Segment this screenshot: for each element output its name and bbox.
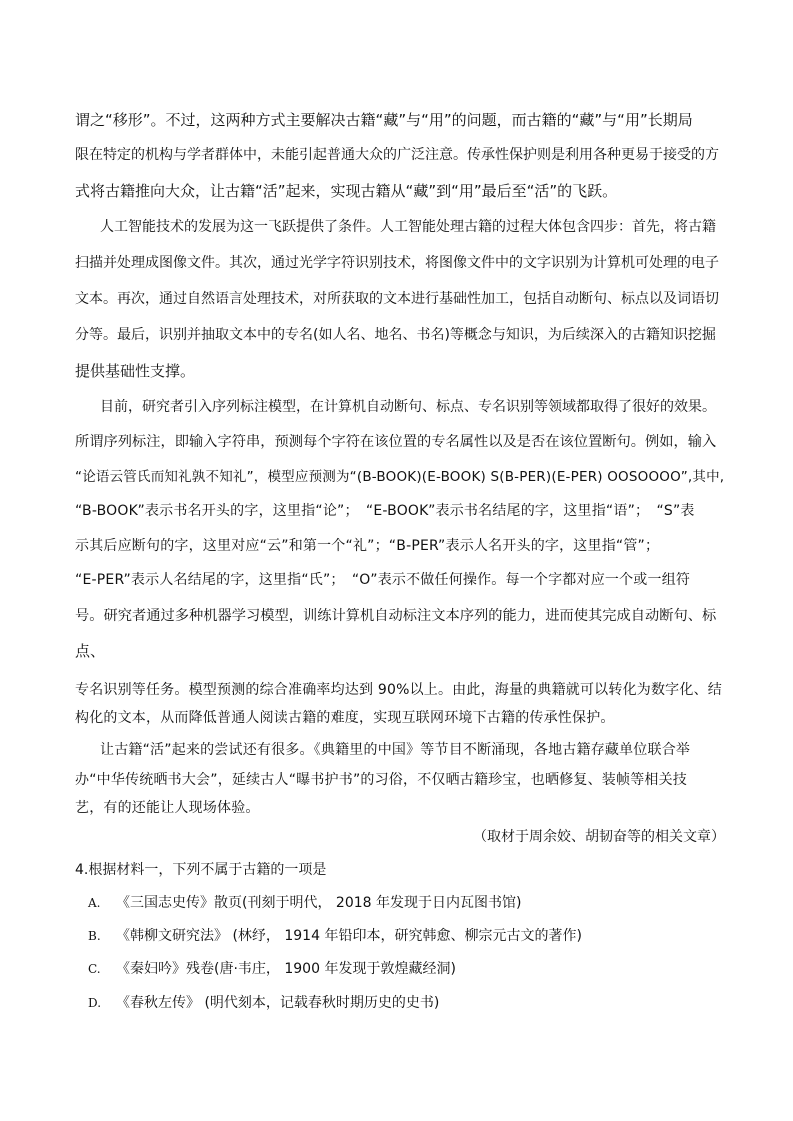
source-attribution: （取材于周余姣、胡韧奋等的相关文章） — [473, 829, 725, 845]
option-d[interactable] — [88, 993, 728, 1013]
option-text: 《韩柳文研究法》 (林纾， 1914 年铅印本，研究韩愈、柳宗元古文的著作) — [116, 928, 582, 944]
option-letter: C. — [88, 962, 101, 976]
passage-line: 谓之“移形”。不过，这两种方式主要解决古籍“藏”与“用”的问题，而古籍的“藏”与“用”长期局 — [75, 111, 693, 129]
option-a[interactable] — [88, 893, 728, 913]
question-stem: 4.根据材料一，下列不属于古籍的一项是 — [75, 862, 327, 878]
passage-line: 式将古籍推向大众，让古籍“活”起来，实现古籍从“藏”到“用”最后至“活”的飞跃。 — [75, 182, 618, 200]
passage-line: 点、 — [75, 642, 106, 660]
passage-line: 目前，研究者引入序列标注模型，在计算机自动断句、标点、专名识别等领域都取得了很好的效果。 — [100, 399, 716, 415]
passage-line: 艺，有的还能让人现场体验。 — [75, 800, 260, 816]
option-letter: A. — [88, 896, 101, 910]
passage-line: 文本。再次，通过自然语言处理技术，对所获取的文本进行基础性加工，包括自动断句、标点以及词语切 — [75, 291, 719, 307]
passage-line: “E-PER”表示人名结尾的字，这里指“氏”； “O”表示不做任何操作。每一个字都对应一个或一组符 — [75, 572, 691, 588]
passage-line: 分等。最后，识别并抽取文本中的专名(如人名、地名、书名)等概念与知识，为后续深入的古籍知识挖掘 — [75, 327, 716, 343]
passage-line: 提供基础性支撑。 — [75, 362, 196, 380]
passage-line: 示其后应断句的字，这里对应“云”和第一个“礼”；“B-PER”表示人名开头的字，这里指“管”； — [75, 538, 660, 554]
passage-line: 人工智能技术的发展为这一飞跃提供了条件。人工智能处理古籍的过程大体包含四步：首先，将古籍 — [100, 219, 716, 235]
passage-line: 办“中华传统晒书大会”，延续古人“曝书护书”的习俗，不仅晒古籍珍宝，也晒修复、装帧等相关技 — [75, 772, 688, 788]
passage-line: 扫描并处理成图像文件。其次，通过光学字符识别技术，将图像文件中的文字识别为计算机可处理的电子 — [75, 255, 719, 271]
option-text: 《秦妇吟》残卷(唐·韦庄， 1900 年发现于敦煌藏经洞) — [116, 961, 456, 977]
passage-line: 限在特定的机构与学者群体中，未能引起普通大众的广泛注意。传承性保护则是利用各种更易于接受的方 — [75, 147, 719, 163]
passage-line: 构化的文本，从而降低普通人阅读古籍的难度，实现互联网环境下古籍的传承性保护。 — [75, 710, 615, 726]
option-b[interactable] — [88, 926, 728, 946]
option-c[interactable] — [88, 959, 728, 979]
option-text: 《春秋左传》 (明代刻本，记载春秋时期历史的史书) — [116, 995, 440, 1011]
option-letter: D. — [88, 996, 102, 1010]
passage-line: 所谓序列标注，即输入字符串，预测每个字符在该位置的专名属性以及是否在该位置断句。例如，输入 — [75, 434, 717, 450]
passage-line: 专名识别等任务。模型预测的综合准确率均达到 90%以上。由此，海量的典籍就可以转化为数字化、结 — [75, 682, 722, 698]
passage-line: 让古籍“活”起来的尝试还有很多。《典籍里的中国》等节目不断涌现，各地古籍存藏单位联合举 — [100, 742, 691, 758]
passage-line: “B-BOOK”表示书名开头的字，这里指“论”； “E-BOOK”表示书名结尾的字，这里指“语”； “S”表 — [75, 503, 695, 519]
option-letter: B. — [88, 929, 101, 943]
passage-line: “论语云管氏而知礼孰不知礼”，模型应预测为“(B-BOOK)(E-BOOK) S(B-PER)(E-PER) OOSOOOO”,其中, — [75, 469, 725, 485]
option-text: 《三国志史传》散页(刊刻于明代， 2018 年发现于日内瓦图书馆) — [116, 895, 522, 911]
passage-line: 号。研究者通过多种机器学习模型，训练计算机自动标注文本序列的能力，进而使其完成自动断句、标 — [75, 608, 717, 624]
